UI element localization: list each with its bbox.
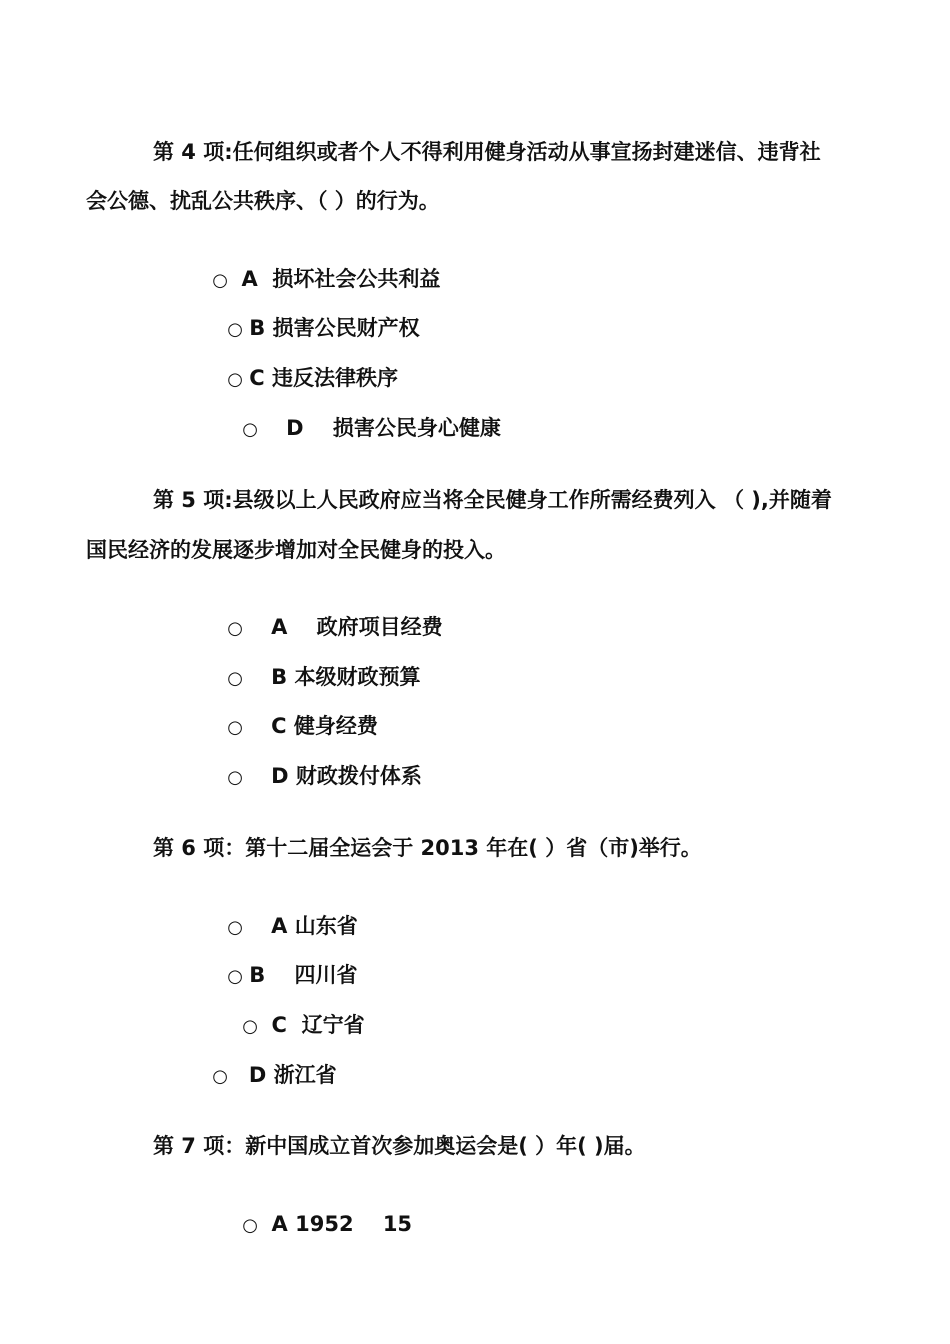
radio-circle-icon: ○ <box>227 618 243 639</box>
question-7-option-a[interactable] <box>213 1182 412 1268</box>
option-label: B 损害公民财产权 <box>249 316 420 340</box>
option-label: D 浙江省 <box>234 1063 337 1087</box>
question-4-text-line-2: 会公德、扰乱公共秩序、（ ）的行为。 <box>86 189 440 213</box>
radio-circle-icon: ○ <box>242 1016 258 1037</box>
question-4-text-line-1: 第 4 项:任何组织或者个人不得利用健身活动从事宣扬封建迷信、违背社 <box>153 140 821 164</box>
radio-circle-icon: ○ <box>227 966 243 987</box>
option-label: D 损害公民身心健康 <box>264 416 501 440</box>
option-label: A 1952 15 <box>264 1212 413 1236</box>
option-label: C 违反法律秩序 <box>249 366 398 390</box>
radio-circle-icon: ○ <box>227 717 243 738</box>
question-6-option-d[interactable] <box>183 1033 337 1119</box>
radio-circle-icon: ○ <box>212 270 228 291</box>
question-5-text-line-2: 国民经济的发展逐步增加对全民健身的投入。 <box>86 538 506 562</box>
radio-circle-icon: ○ <box>227 668 243 689</box>
radio-circle-icon: ○ <box>212 1066 228 1087</box>
option-label: A 损坏社会公共利益 <box>234 267 441 291</box>
option-label: A 山东省 <box>249 914 358 938</box>
question-5-option-d[interactable] <box>198 734 422 820</box>
question-6-text: 第 6 项：第十二届全运会于 2013 年在( ）省（市)举行。 <box>153 836 702 860</box>
radio-circle-icon: ○ <box>227 319 243 340</box>
option-label: B 四川省 <box>249 963 358 987</box>
radio-circle-icon: ○ <box>227 767 243 788</box>
question-4-option-d[interactable] <box>213 386 501 472</box>
option-label: C 健身经费 <box>249 714 378 738</box>
option-label: B 本级财政预算 <box>249 665 421 689</box>
radio-circle-icon: ○ <box>227 369 243 390</box>
question-5-text-line-1: 第 5 项:县级以上人民政府应当将全民健身工作所需经费列入 （ ),并随着 <box>153 488 832 512</box>
option-label: A 政府项目经费 <box>249 615 443 639</box>
radio-circle-icon: ○ <box>227 917 243 938</box>
radio-circle-icon: ○ <box>242 419 258 440</box>
question-7-text: 第 7 项：新中国成立首次参加奥运会是( ）年( )届。 <box>153 1134 646 1158</box>
option-label: D 财政拨付体系 <box>249 764 422 788</box>
option-label: C 辽宁省 <box>264 1013 365 1037</box>
radio-circle-icon: ○ <box>242 1215 258 1236</box>
